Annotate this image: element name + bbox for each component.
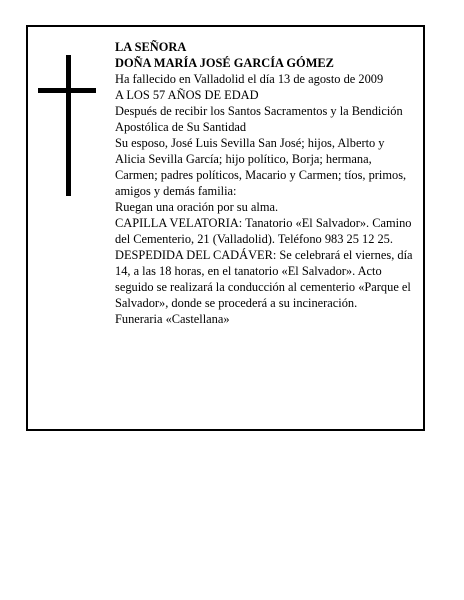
cross-icon	[38, 55, 96, 196]
obituary-text	[115, 39, 417, 327]
family-paragraph: Su esposo, José Luis Sevilla San José; hijos, Alberto y Alicia Sevilla García; hijo político, Borja; hermana, Carmen; padres políticos, Macario y Carmen; tíos, primos, amigos y demás familia:	[115, 136, 407, 198]
prayer-request: Ruegan una oración por su alma.	[115, 200, 279, 214]
death-announcement: Ha fallecido en Valladolid el día 13 de agosto de 2009	[115, 72, 384, 86]
chapel-paragraph: CAPILLA VELATORIA: Tanatorio «El Salvador». Camino del Cementerio, 21 (Valladolid). Teléfono 983 25 12 25.	[115, 216, 412, 246]
farewell-paragraph: DESPEDIDA DEL CADÁVER: Se celebrará el viernes, día 14, a las 18 horas, en el tanatorio «El Salvador». Acto seguido se realizará la conducción al cementerio «Parque el Salvador», donde se procederá a su incineración.	[115, 248, 413, 310]
deceased-name: DOÑA MARÍA JOSÉ GARCÍA GÓMEZ	[115, 56, 334, 70]
title-honorific: LA SEÑORA	[115, 40, 187, 54]
sacraments-paragraph: Después de recibir los Santos Sacramentos y la Bendición Apostólica de Su Santidad	[115, 104, 403, 134]
funeral-home: Funeraria «Castellana»	[115, 312, 230, 326]
cross-vertical-bar	[66, 55, 71, 196]
age-line: A LOS 57 AÑOS DE EDAD	[115, 88, 259, 102]
cross-horizontal-bar	[38, 88, 96, 93]
